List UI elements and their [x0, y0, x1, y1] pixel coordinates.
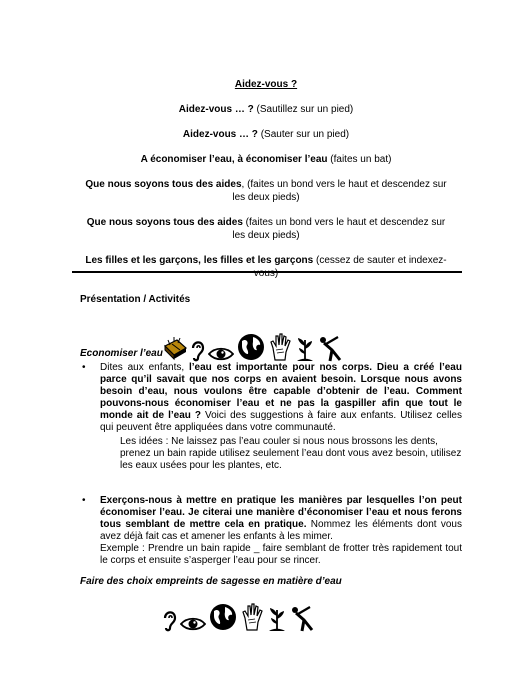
- section-title: Présentation / Activités: [80, 294, 191, 305]
- stretching-person-icon: [318, 334, 344, 362]
- globe-icon: [208, 602, 238, 632]
- bullet-marker: •: [82, 362, 86, 373]
- song-line-2: Aidez-vous … ? (Sauter sur un pied): [182, 129, 350, 140]
- ear-icon: [190, 338, 206, 362]
- bullet-marker: •: [82, 495, 86, 506]
- hand-icon: [240, 602, 264, 632]
- song-line-6: Les filles et les garçons, les filles et les garçons (cessez de sauter et indexez-vous): [85, 255, 447, 279]
- plant-icon: [294, 334, 316, 362]
- globe-icon: [236, 332, 266, 362]
- plant-icon: [266, 604, 288, 632]
- song-line-5: Que nous soyons tous des aides (faites un bond vers le haut et descendez sur les deux pieds): [86, 217, 446, 241]
- bullet-item-2: [80, 495, 462, 567]
- eye-icon: [180, 616, 206, 632]
- song-title: Aidez-vous ?: [234, 79, 298, 90]
- bullet-1-text: Dites aux enfants, l’eau est importante pour nos corps. Dieu a créé l’eau parce qu’il savait que nos corps en avaient besoin. Lorsque nous avons besoin d’eau, nous voulons être capable d’obtenir de l’eau. Comment pouvons-nous économiser l’eau et ne pas la gaspiller afin que tout le monde ait de l’eau ? Voici des suggestions à faire aux enfants. Utilisez celles qui peuvent être appliquées dans votre communauté.: [100, 362, 462, 433]
- subsection-title-1: Economiser l’eau: [80, 348, 163, 359]
- activity-icons-row: [162, 322, 344, 362]
- ear-icon: [162, 608, 178, 632]
- song-line-1: Aidez-vous … ? (Sautillez sur un pied): [178, 104, 354, 115]
- bullet-item-1: [80, 362, 462, 472]
- song-line-3: A économiser l’eau, à économiser l’eau (faites un bat): [140, 154, 392, 165]
- stretching-person-icon: [290, 604, 316, 632]
- eye-icon: [208, 346, 234, 362]
- horizontal-divider: [72, 271, 462, 273]
- bullet-1-ideas: Les idées : Ne laissez pas l’eau couler si nous nous brossons les dents, prenez un bain rapide utilisez seulement l’eau dont vous avez besoin, utilisez les eaux usées pour les plantes, etc.: [120, 436, 462, 471]
- song-line-4: Que nous soyons tous des aides, (faites un bond vers le haut et descendez sur les deux pieds): [85, 179, 447, 203]
- subsection-title-2: Faire des choix empreints de sagesse en matière d’eau: [80, 576, 342, 587]
- activity-icons-row-2: [162, 592, 316, 632]
- bullet-2-text: Exerçons-nous à mettre en pratique les manières par lesquelles l’on peut économiser l’eau. Je citerai une manière d’économiser l’eau et nous ferons tous semblant de mettre cela en pratique. Nommez les éléments dont vous avez déjà fait cas et amener les enfants à les mimer. Exemple : Prendre un bain rapide _ faire semblant de frotter très rapidement tout le corps et ensuite s’asperger l’eau pour se rincer.: [100, 495, 462, 566]
- bible-book-icon: [162, 336, 188, 362]
- hand-icon: [268, 332, 292, 362]
- song-block: [80, 78, 452, 292]
